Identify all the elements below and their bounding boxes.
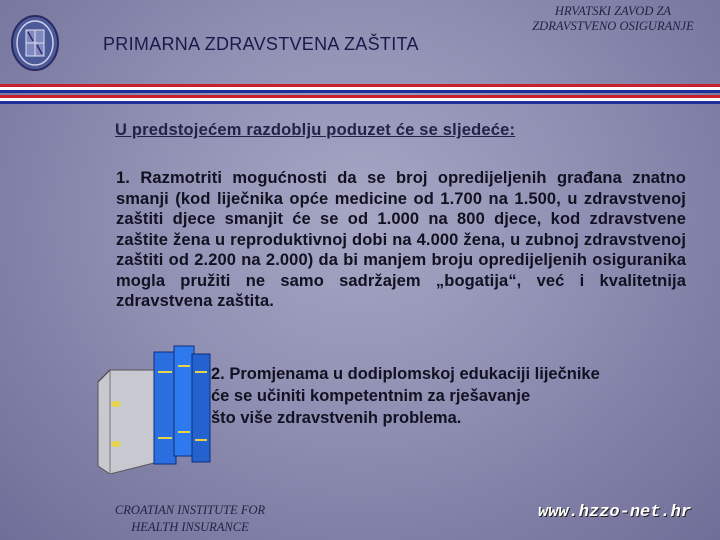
section-heading: U predstojećem razdoblju poduzet će se sljedeće: <box>115 121 516 139</box>
point-2-line: će se učiniti kompetentnim za rješavanje <box>211 387 531 405</box>
books-icon <box>96 342 214 474</box>
organization-name <box>508 4 718 34</box>
website-link[interactable]: www.hzzo-net.hr <box>538 503 692 522</box>
org-name-line1: HRVATSKI ZAVOD ZA <box>554 4 672 18</box>
point-2-line: 2. Promjenama u dodiplomskoj edukaciji liječnike <box>211 365 600 383</box>
hzzo-logo-icon <box>6 14 64 72</box>
point-1-text: 1. Razmotriti mogućnosti da se broj opredijeljenih građana znatno smanji (kod liječnika opće medicine od 1.700 na 1.500, u zdravstvenoj zaštiti djece smanjit će se od 1.000 na 800 djece, kod zdravstvene zaštite žena u reproduktivnoj dobi na 4.000 žena, u zubnoj zdravstvenoj zaštiti od 2.200 na 2.000) da bi manjem broju opredijeljenih osiguranika mogla pružiti ne samo sadržajem „bogatija“, već i kvalitetnija zdravstvena zaštita. <box>116 169 686 310</box>
stripe-blue <box>0 101 720 104</box>
page-title: PRIMARNA ZDRAVSTVENA ZAŠTITA <box>103 34 419 54</box>
org-name-line2: ZDRAVSTVENO OSIGURANJE <box>532 19 694 33</box>
point-2-line: što više zdravstvenih problema. <box>211 409 462 427</box>
header-stripes <box>0 84 720 104</box>
institute-name-english <box>90 502 290 536</box>
institute-line2: HEALTH INSURANCE <box>131 520 249 534</box>
point-2-text <box>211 363 701 429</box>
institute-line1: CROATIAN INSTITUTE FOR <box>114 503 266 517</box>
